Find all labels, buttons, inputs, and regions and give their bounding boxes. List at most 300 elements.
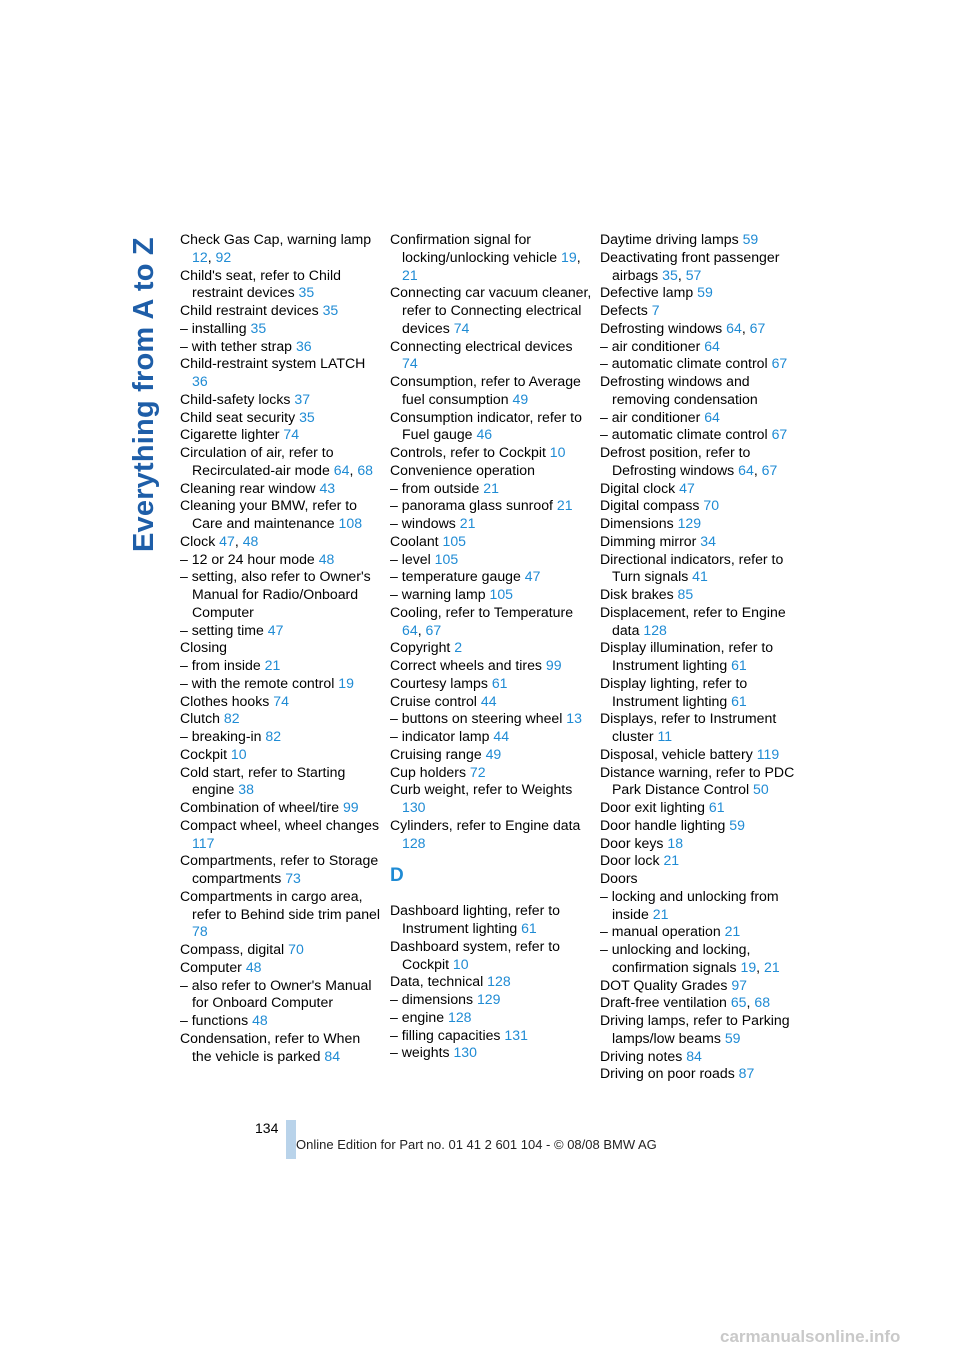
index-entry-text: – temperature gauge (390, 568, 521, 585)
page-link[interactable]: 82 (223, 710, 240, 727)
index-entry (600, 799, 802, 817)
index-entry-text: Driving lamps, refer to Parking lamps/low beams (600, 1012, 790, 1046)
page-link[interactable]: 21 (402, 266, 418, 283)
page-link[interactable]: 21 (652, 905, 669, 922)
page-link[interactable]: 64 (333, 461, 350, 478)
index-entry (600, 1065, 802, 1083)
index-entry-text: Dashboard lighting, refer to Instrument lighting (390, 902, 561, 936)
index-entry (600, 355, 802, 373)
page-link[interactable]: 48 (242, 532, 259, 549)
index-entry (390, 373, 592, 409)
index-entry-text: Disk brakes (600, 586, 674, 602)
index-entry (600, 284, 802, 302)
index-entry (180, 497, 382, 533)
page-link[interactable]: 44 (493, 728, 510, 744)
page-link[interactable]: 44 (480, 692, 497, 709)
index-entry (600, 888, 802, 924)
index-entry-text: Displays, refer to Instrument cluster (600, 710, 777, 744)
index-entry: Deactivating front passenger airbags 35, 57 (600, 248, 780, 283)
index-entry (180, 710, 382, 728)
page-link[interactable]: 47 (679, 479, 695, 496)
index-entry-text: Door keys (600, 834, 664, 851)
index-entry (600, 338, 802, 356)
index-entry-text: Cold start, refer to Starting engine (180, 763, 346, 798)
index-entry-text: Condensation, refer to When the vehicle is parked (180, 1029, 361, 1064)
index-entry (180, 551, 382, 569)
page-link[interactable]: 2 (454, 639, 463, 656)
index-entry (180, 409, 382, 427)
page-link[interactable]: 105 (442, 532, 467, 549)
index-entry (390, 781, 592, 817)
index-entry-text: – windows (390, 515, 456, 531)
page-link[interactable]: 105 (434, 550, 459, 567)
index-entry (600, 586, 802, 604)
page-link[interactable]: 35 (299, 408, 315, 425)
page-link[interactable]: 64 (402, 621, 418, 638)
page-link[interactable]: 46 (476, 426, 493, 443)
index-entry (180, 338, 382, 356)
page-link[interactable]: 61 (491, 674, 508, 691)
page-link[interactable]: 128 (643, 621, 667, 638)
index-entry-text: – with the remote control (180, 674, 335, 691)
index-entry-text: – setting, also refer to Owner's Manual for Radio/Onboard Computer (180, 568, 371, 620)
page-link[interactable]: 129 (677, 515, 702, 531)
index-entry: Clock 47, 48 (180, 532, 259, 549)
index-entry (180, 852, 382, 888)
page-link[interactable]: 21 (663, 852, 680, 869)
page-link[interactable]: 35 (250, 319, 267, 336)
index-entry-text: Correct wheels and tires (390, 657, 542, 673)
index-entry-text: Daytime driving lamps (600, 231, 739, 247)
page-link[interactable]: 19 (338, 674, 354, 691)
index-entry (390, 444, 592, 462)
index-entry-text: Driving on poor roads (600, 1065, 735, 1082)
index-entry-text: Circulation of air, refer to Recirculated-air mode (180, 444, 334, 478)
index-entry (180, 657, 382, 675)
index-entry-text: Combination of wheel/tire (180, 799, 340, 815)
index-entry-text: – weights (390, 1044, 450, 1061)
footer-accent-bar (286, 1120, 296, 1159)
index-entry-text: Clock (180, 532, 216, 549)
page-link[interactable]: 117 (192, 834, 215, 851)
page-link[interactable]: 67 (771, 355, 788, 372)
index-entry-text: Convenience operation (390, 461, 535, 478)
index-entry-text: Connecting car vacuum cleaner, refer to Connecting electrical devices (390, 284, 592, 336)
index-entry (390, 480, 592, 498)
index-entry-text: Defects (600, 302, 648, 318)
index-entry (180, 639, 382, 657)
index-entry: Circulation of air, refer to Recirculated-air mode 64, 68 (180, 444, 374, 478)
page-link[interactable]: 68 (754, 994, 771, 1011)
index-entry (390, 1009, 592, 1027)
index-entry-text: Cockpit (180, 745, 227, 762)
index-entry (390, 284, 592, 337)
page-link[interactable]: 68 (357, 461, 374, 478)
page-link[interactable]: 12 (192, 248, 208, 265)
page-link[interactable]: 67 (771, 426, 788, 443)
index-entry (600, 675, 802, 711)
page-link[interactable]: 73 (285, 870, 301, 886)
index-entry (600, 480, 802, 498)
index-entry (180, 746, 382, 764)
page-link[interactable]: 37 (294, 390, 311, 407)
index-entry-text: Defrost position, refer to Defrosting windows (600, 444, 751, 478)
index-entry-text: Connecting electrical devices (390, 337, 573, 354)
index-entry (180, 622, 382, 640)
index-entry (600, 764, 802, 800)
page-link[interactable]: 49 (512, 390, 529, 407)
page-link[interactable]: 64 (738, 461, 754, 478)
page-link[interactable]: 35 (298, 284, 315, 301)
index-entry (390, 675, 592, 693)
index-entry-text: Copyright (390, 639, 451, 656)
index-column-2 (390, 231, 592, 1062)
index-entry-text: Door lock (600, 852, 660, 869)
index-entry-text: – engine (390, 1008, 445, 1025)
page-link[interactable]: 13 (566, 710, 582, 727)
index-entry-text: – from inside (180, 657, 261, 673)
index-entry-text: – filling capacities (390, 1026, 501, 1043)
index-entry-text: Cigarette lighter (180, 426, 280, 443)
index-entry (390, 409, 592, 445)
index-entry-text: Cleaning rear window (180, 479, 316, 496)
index-entry-text: Cup holders (390, 763, 466, 780)
page-link[interactable]: 70 (288, 941, 304, 957)
index-entry-text: Distance warning, refer to PDC Park Distance Control (600, 763, 795, 798)
page-link[interactable]: 74 (402, 355, 418, 372)
index-entry-text: – level (390, 550, 431, 567)
page-link[interactable]: 21 (724, 923, 741, 940)
index-entry (180, 799, 382, 817)
index-entry (180, 320, 382, 338)
page-link[interactable]: 10 (230, 745, 247, 762)
page-link[interactable]: 38 (238, 781, 254, 798)
page-link[interactable]: 61 (731, 657, 747, 673)
footer-edition-text: Online Edition for Part no. 01 41 2 601 104 - © 08/08 BMW AG (296, 1137, 657, 1152)
index-entry (390, 533, 592, 551)
index-entry (600, 710, 802, 746)
page-link[interactable]: 50 (753, 781, 769, 798)
index-entry: Defrost position, refer to Defrosting windows 64, 67 (600, 444, 778, 478)
page-link[interactable]: 10 (452, 955, 469, 972)
page-link[interactable]: 49 (485, 745, 502, 762)
index-entry (390, 746, 592, 764)
index-entry (600, 497, 802, 515)
index-entry-text: – unlocking and locking, confirmation signals (600, 941, 751, 975)
page-link[interactable]: 128 (448, 1008, 472, 1025)
index-entry (390, 710, 592, 728)
index-entry-text: – 12 or 24 hour mode (180, 550, 315, 567)
index-entry-text: – breaking-in (180, 728, 262, 744)
page-link[interactable]: 57 (685, 266, 702, 283)
index-entry (390, 497, 592, 515)
page-link[interactable]: 82 (265, 728, 282, 744)
index-column-1 (180, 231, 382, 1065)
index-entry (390, 568, 592, 586)
index-entry-text: Courtesy lamps (390, 674, 488, 691)
page-link[interactable]: 87 (738, 1065, 755, 1082)
watermark: carmanualsonline.info (720, 1327, 901, 1346)
page-link[interactable]: 61 (731, 692, 747, 709)
page-link[interactable]: 59 (742, 231, 759, 247)
page-link[interactable]: 74 (453, 319, 470, 336)
index-entry-text: – buttons on steering wheel (390, 710, 563, 727)
page-link[interactable]: 59 (729, 816, 745, 833)
page-link[interactable]: 105 (489, 586, 514, 602)
index-entry-text: – panorama glass sunroof (390, 497, 553, 514)
index-entry-text: – with tether strap (180, 337, 293, 354)
index-entry (180, 817, 382, 853)
index-entry-list (180, 231, 382, 1065)
index-entry (180, 1030, 382, 1066)
page-link[interactable]: 48 (252, 1012, 268, 1028)
page-link[interactable]: 130 (453, 1044, 477, 1061)
page-link[interactable]: 99 (342, 799, 359, 815)
page-link[interactable]: 48 (318, 550, 335, 567)
page-link[interactable]: 130 (402, 799, 426, 815)
index-entry (600, 551, 802, 587)
index-entry (390, 973, 592, 991)
index-entry (180, 391, 382, 409)
page-link[interactable]: 35 (322, 302, 339, 318)
index-entry-text: Driving notes (600, 1047, 683, 1064)
page-link[interactable]: 59 (724, 1029, 741, 1046)
index-entry-text: Directional indicators, refer to Turn signals (600, 550, 784, 585)
index-entry-text: Draft-free ventilation (600, 994, 727, 1011)
page-link[interactable]: 97 (731, 976, 748, 993)
index-entry-text: Closing (180, 639, 228, 656)
index-entry-text: Consumption indicator, refer to Fuel gauge (390, 408, 582, 443)
page-link[interactable]: 19 (740, 958, 757, 975)
index-entry-list (390, 902, 592, 1062)
page-link[interactable]: 59 (697, 284, 713, 301)
index-entry (180, 959, 382, 977)
index-entry-text: Cruising range (390, 745, 482, 762)
index-entry (600, 977, 802, 995)
page-link[interactable]: 36 (295, 337, 312, 354)
page-link[interactable]: 70 (703, 497, 720, 514)
index-entry (180, 1012, 382, 1030)
index-entry (390, 902, 592, 938)
page-link[interactable]: 84 (686, 1047, 702, 1064)
index-entry (390, 764, 592, 782)
page-link[interactable]: 35 (662, 266, 678, 283)
page-link[interactable]: 61 (708, 799, 725, 815)
index-entry (390, 693, 592, 711)
index-entry-text: Cruise control (390, 692, 477, 709)
index-entry (180, 568, 382, 621)
index-entry-text: Clutch (180, 710, 220, 727)
page-link[interactable]: 47 (267, 621, 284, 638)
index-entry (600, 639, 802, 675)
index-entry-text: – automatic climate control (600, 355, 768, 372)
index-entry-text: Compact wheel, wheel changes (180, 816, 379, 833)
index-entry (390, 817, 592, 853)
index-entry-text: Cylinders, refer to Engine data (390, 816, 581, 833)
page-link[interactable]: 47 (219, 532, 235, 549)
index-entry (180, 941, 382, 959)
index-entry (390, 1044, 592, 1062)
page-link[interactable]: 74 (273, 692, 289, 709)
page-link[interactable]: 128 (402, 834, 426, 851)
page-link[interactable]: 119 (756, 745, 780, 762)
index-entry-text: Door exit lighting (600, 799, 705, 815)
index-entry (180, 267, 382, 303)
page-link[interactable]: 67 (749, 319, 766, 336)
page-link[interactable]: 74 (283, 426, 300, 443)
index-entry (600, 852, 802, 870)
index-entry-text: Computer (180, 958, 242, 975)
index-entry (600, 373, 802, 409)
page-link[interactable]: 108 (338, 515, 363, 531)
page-link[interactable]: 72 (469, 763, 486, 780)
index-entry-text: Dashboard system, refer to Cockpit (390, 937, 560, 972)
index-entry-text: Child-restraint system LATCH (180, 355, 366, 372)
page-link[interactable]: 61 (521, 920, 537, 936)
index-entry: Cooling, refer to Temperature 64, 67 (390, 603, 574, 638)
index-entry-text: Display illumination, refer to Instrument lighting (600, 639, 774, 673)
index-entry (600, 1012, 802, 1048)
page-link[interactable]: 65 (730, 994, 747, 1011)
index-entry: Draft-free ventilation 65, 68 (600, 994, 771, 1011)
page-link[interactable]: 19 (561, 248, 577, 265)
index-entry-text: Defrosting windows (600, 319, 723, 336)
section-letter-heading: D (390, 865, 404, 887)
index-entry (390, 551, 592, 569)
index-entry: Check Gas Cap, warning lamp 12, 92 (180, 231, 372, 265)
page-link[interactable]: 129 (476, 991, 501, 1007)
index-entry (600, 302, 802, 320)
page-link[interactable]: 36 (192, 373, 208, 389)
page-link[interactable]: 48 (245, 958, 262, 975)
index-entry-text: Dimensions (600, 515, 674, 531)
index-entry-text: – locking and unlocking from inside (600, 887, 779, 922)
index-entry (180, 888, 382, 941)
index-entry-text: Data, technical (390, 973, 484, 990)
index-entry-text: Cleaning your BMW, refer to Care and maintenance (180, 497, 358, 531)
index-entry-text: Compartments in cargo area, refer to Behind side trim panel (180, 887, 381, 922)
index-entry-text: – installing (180, 319, 247, 336)
index-entry-text: DOT Quality Grades (600, 976, 728, 993)
index-entry-text: Digital compass (600, 497, 700, 514)
page-link[interactable]: 99 (545, 657, 562, 673)
index-entry-text: – also refer to Owner's Manual for Onboard Computer (180, 976, 372, 1011)
index-entry: Defrosting windows 64, 67 (600, 319, 766, 336)
index-entry (390, 657, 592, 675)
index-entry (180, 728, 382, 746)
index-entry (390, 639, 592, 657)
index-entry (180, 426, 382, 444)
page-link[interactable]: 11 (657, 728, 673, 744)
index-entry-text: Dimming mirror (600, 532, 697, 549)
page-link[interactable]: 64 (704, 337, 720, 354)
index-entry-text: – manual operation (600, 923, 721, 940)
page-link[interactable]: 21 (764, 958, 780, 975)
index-entry-text: Confirmation signal for locking/unlocking vehicle (390, 231, 558, 265)
page-number: 134 (255, 1120, 279, 1136)
page-link[interactable]: 21 (264, 657, 281, 673)
index-entry-text: Deactivating front passenger airbags (600, 248, 780, 283)
page-link[interactable]: 10 (549, 444, 566, 460)
page-link[interactable]: 128 (487, 973, 511, 990)
index-entry (600, 426, 802, 444)
page-link[interactable]: 21 (556, 497, 573, 514)
index-entry-text: Controls, refer to Cockpit (390, 444, 546, 460)
page-link[interactable]: 21 (483, 479, 499, 496)
index-entry-text: Child seat security (180, 408, 296, 425)
page-link[interactable]: 43 (319, 479, 336, 496)
index-entry (390, 1027, 592, 1045)
index-entry (390, 462, 592, 480)
page-link[interactable]: 7 (651, 302, 660, 318)
page-link[interactable]: 41 (692, 568, 708, 585)
index-entry (180, 693, 382, 711)
index-entry-text: Compartments, refer to Storage compartments (180, 852, 379, 886)
index-column-3 (600, 231, 802, 1083)
index-entry (390, 728, 592, 746)
index-entry (180, 302, 382, 320)
page-link[interactable]: 92 (215, 248, 232, 265)
index-entry-text: Child restraint devices (180, 302, 319, 318)
page-link[interactable]: 85 (677, 586, 694, 602)
page-link[interactable]: 64 (704, 408, 720, 425)
page-link[interactable]: 47 (524, 568, 541, 585)
index-entry (390, 338, 592, 374)
index-entry (600, 515, 802, 533)
page-link[interactable]: 78 (192, 923, 208, 940)
page-link[interactable]: 67 (425, 621, 442, 638)
index-entry (600, 231, 802, 249)
index-entry-list (390, 231, 592, 852)
index-entry-text: Child-safety locks (180, 390, 291, 407)
page-link[interactable]: 67 (761, 461, 778, 478)
index-entry-list (600, 231, 802, 1083)
index-entry-text: Cooling, refer to Temperature (390, 603, 574, 620)
index-entry-text: Curb weight, refer to Weights (390, 781, 573, 798)
index-entry-text: Disposal, vehicle battery (600, 745, 753, 762)
index-entry (600, 533, 802, 551)
index-entry (600, 1048, 802, 1066)
page-link[interactable]: 64 (726, 319, 742, 336)
index-entry (600, 409, 802, 427)
index-entry-text: Clothes hooks (180, 692, 270, 709)
index-entry-text: Compass, digital (180, 941, 285, 957)
page-link[interactable]: 131 (504, 1026, 528, 1043)
index-entry-text: Check Gas Cap, warning lamp (180, 231, 372, 247)
index-entry-text: – air conditioner (600, 337, 701, 354)
index-entry-text: – setting time (180, 621, 264, 638)
index-entry-text: Displacement, refer to Engine data (600, 603, 786, 638)
index-entry-text: Display lighting, refer to Instrument lighting (600, 674, 748, 709)
page-link[interactable]: 18 (667, 834, 684, 851)
index-entry-text: – warning lamp (390, 586, 486, 602)
index-entry (390, 938, 592, 974)
index-entry (180, 675, 382, 693)
index-entry (180, 480, 382, 498)
index-entry-text: Digital clock (600, 479, 676, 496)
index-entry (390, 991, 592, 1009)
page-link[interactable]: 21 (459, 515, 476, 531)
index-entry (180, 764, 382, 800)
index-entry-text: – dimensions (390, 991, 474, 1007)
index-entry: – unlocking and locking, confirmation signals 19, 21 (600, 941, 780, 975)
index-entry-text: Door handle lighting (600, 816, 726, 833)
index-entry-text: Consumption, refer to Average fuel consumption (390, 373, 581, 407)
index-entry-text: Defective lamp (600, 284, 694, 301)
page-link[interactable]: 34 (700, 532, 716, 549)
page-link[interactable]: 84 (324, 1047, 341, 1064)
index-entry-text: – air conditioner (600, 408, 701, 425)
